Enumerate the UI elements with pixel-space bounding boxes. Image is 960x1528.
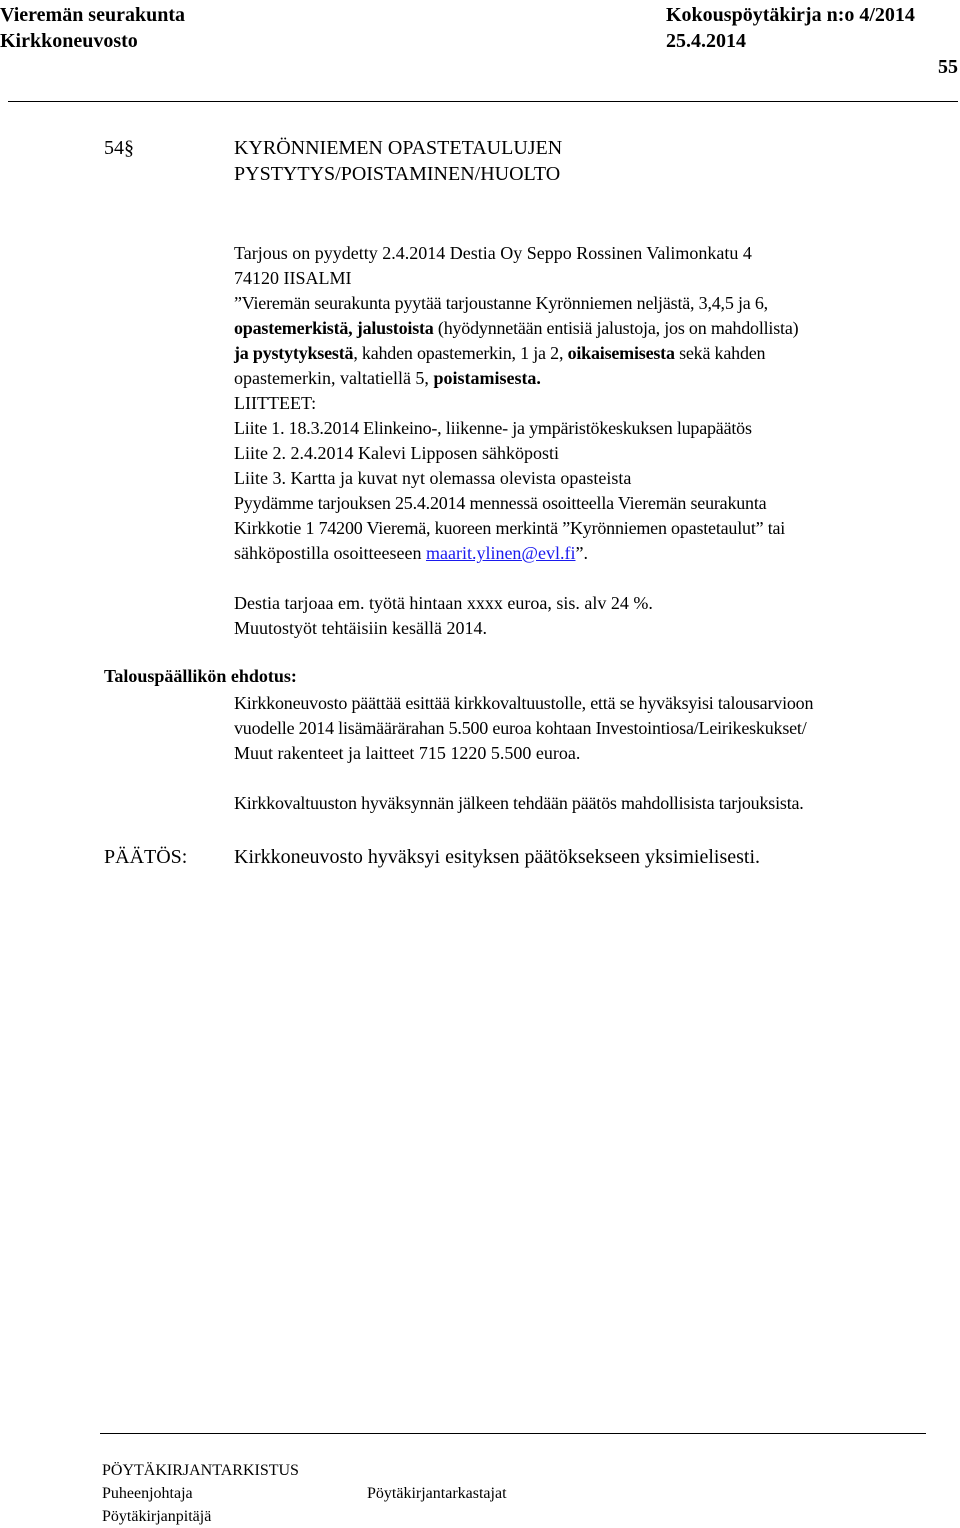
page-number: 55 (938, 56, 958, 78)
proposal-line-1: Kirkkoneuvosto päättää esittää kirkkovaltuustolle, että se hyväksyisi talousarvioon (234, 693, 814, 713)
proposal-line-2: vuodelle 2014 lisämäärärahan 5.500 euroa kohtaan Investointiosa/Leirikeskukset/ (234, 718, 807, 738)
section-title-line-2: PYSTYTYS/POISTAMINEN/HUOLTO (234, 163, 561, 185)
section-number-value: 54 (104, 137, 124, 159)
text-line-15: Muutostyöt tehtäisiin kesällä 2014. (234, 618, 487, 638)
footer-checkers-label: Pöytäkirjantarkastajat (367, 1485, 507, 1502)
text-line-5 (234, 341, 765, 366)
text-bold-fragment: poistamisesta. (433, 368, 541, 388)
text-fragment: , kahden opastemerkin, 1 ja 2, (353, 343, 568, 363)
footer-chair-label: Puheenjohtaja (102, 1485, 193, 1502)
footer-keeper-label: Pöytäkirjanpitäjä (102, 1508, 212, 1525)
section-number (104, 137, 134, 160)
text-fragment: ”. (575, 543, 588, 563)
footer-rule (100, 1433, 926, 1434)
header-org: Vieremän seurakunta (0, 4, 185, 26)
attachment-1: Liite 1. 18.3.2014 Elinkeino-, liikenne- ja ympäristökeskuksen lupapäätös (234, 418, 752, 438)
footer-title: PÖYTÄKIRJANTARKISTUS (102, 1462, 299, 1479)
text-line-1: Tarjous on pyydetty 2.4.2014 Destia Oy Seppo Rossinen Valimonkatu 4 (234, 243, 752, 263)
header-body-name: Kirkkoneuvosto (0, 30, 138, 52)
text-fragment: (hyödynnetään entisiä jalustoja, jos on mahdollista) (433, 318, 799, 338)
section-title-line-1: KYRÖNNIEMEN OPASTETAULUJEN (234, 137, 563, 159)
text-line-14: Destia tarjoaa em. työtä hintaan xxxx euroa, sis. alv 24 %. (234, 593, 653, 613)
text-line-2: 74120 IISALMI (234, 268, 352, 288)
decision-label: PÄÄTÖS: (104, 846, 188, 868)
attachments-heading: LIITTEET: (234, 393, 317, 413)
attachment-3: Liite 3. Kartta ja kuvat nyt olemassa olevista opasteista (234, 468, 632, 488)
email-link[interactable]: maarit.ylinen@evl.fi (425, 543, 576, 563)
header-document-id: Kokouspöytäkirja n:o 4/2014 (666, 4, 915, 26)
proposal-line-3: Muut rakenteet ja laitteet 715 1220 5.500 euroa. (234, 743, 581, 763)
header-rule (8, 101, 958, 102)
header-date: 25.4.2014 (666, 30, 746, 52)
text-fragment: opastemerkin, valtatiellä 5, (234, 368, 434, 388)
text-fragment: sähköpostilla osoitteeseen (234, 543, 426, 563)
proposal-line-4: Kirkkovaltuuston hyväksynnän jälkeen tehdään päätös mahdollisista tarjouksista. (234, 793, 804, 813)
text-fragment: sekä kahden (674, 343, 766, 363)
attachment-2: Liite 2. 2.4.2014 Kalevi Lipposen sähköposti (234, 443, 559, 463)
proposal-label: Talouspäällikön ehdotus: (104, 666, 297, 686)
text-line-6 (234, 366, 541, 391)
decision-text: Kirkkoneuvosto hyväksyi esityksen päätöksekseen yksimielisesti. (234, 846, 761, 868)
text-line-3: ”Vieremän seurakunta pyytää tarjoustanne Kyrönniemen neljästä, 3,4,5 ja 6, (234, 293, 768, 313)
text-bold-fragment: opastemerkistä, jalustoista (234, 318, 434, 338)
text-line-13 (234, 541, 588, 566)
text-bold-fragment: ja pystytyksestä (234, 343, 354, 363)
text-bold-fragment: oikaisemisesta (567, 343, 675, 363)
text-line-11: Pyydämme tarjouksen 25.4.2014 mennessä osoitteella Vieremän seurakunta (234, 493, 767, 513)
section-sign: § (124, 137, 134, 159)
text-line-12: Kirkkotie 1 74200 Vieremä, kuoreen merkintä ”Kyrönniemen opastetaulut” tai (234, 518, 786, 538)
text-line-4 (234, 316, 798, 341)
